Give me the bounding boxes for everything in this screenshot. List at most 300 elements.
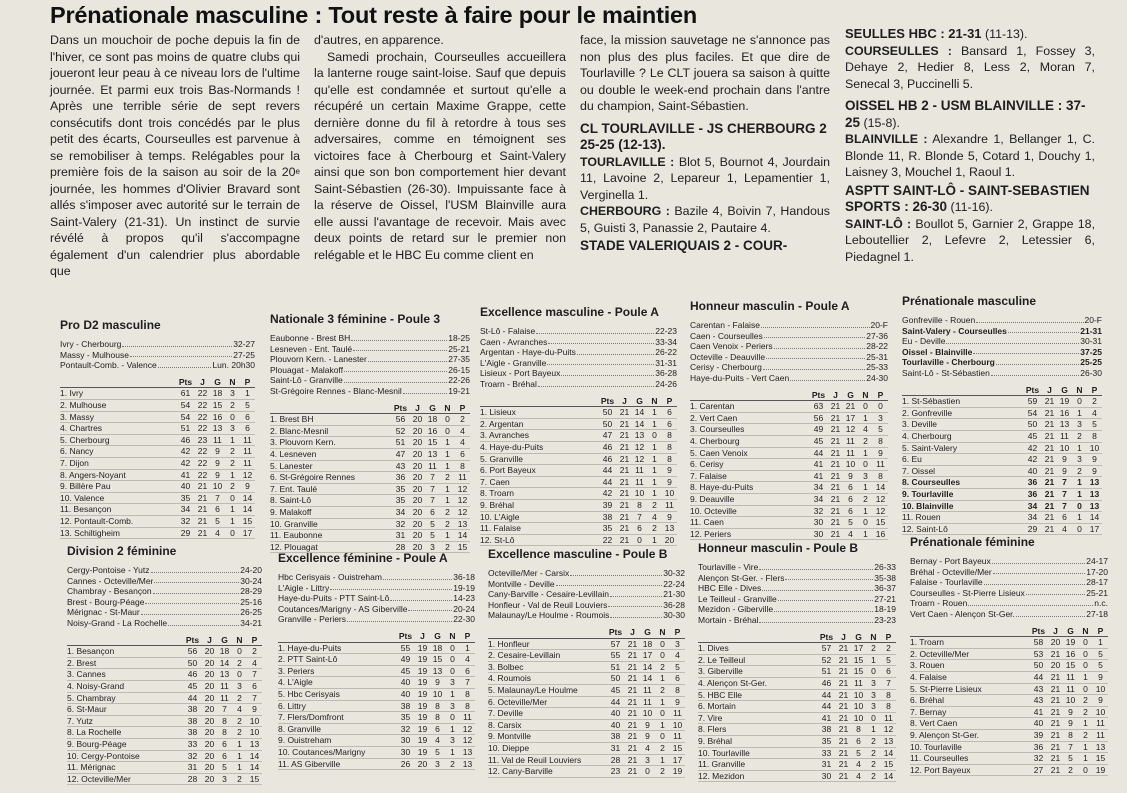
team-name: 6. Mortain	[698, 701, 736, 712]
result-leader	[408, 604, 452, 612]
standings-block	[60, 318, 255, 539]
result-row	[270, 354, 470, 365]
stat-value: 10	[853, 712, 864, 723]
result-score: 36-18	[453, 572, 475, 582]
stat-value: 3	[878, 412, 883, 423]
team-name: 11. Eaubonne	[270, 530, 323, 541]
standings-row	[67, 681, 262, 693]
result-leader	[968, 598, 1093, 606]
stat-value: 20	[204, 669, 215, 680]
team-name: 7. Ent. Taulé	[270, 483, 318, 494]
article-paragraph: face, la mission sauvetage ne s'annonce pas non plus des plus faciles. Et que dire de Tourlaville ? Le CLT jouera sa saison à quitte ou double le week-end prochain dans l'antre du champion, Saint-Sébastien.	[580, 33, 830, 113]
team-name: 7. Deville	[488, 708, 523, 719]
result-score: 30-32	[663, 568, 685, 578]
results-list	[67, 565, 262, 629]
standings-table	[278, 631, 475, 770]
team-name: 9. Bréhal	[698, 735, 733, 746]
stat-value: 2	[445, 518, 450, 529]
result-match: Le Teilleul - Granville	[698, 593, 777, 604]
stat-value: 6	[430, 506, 435, 517]
block-title: Excellence féminine - Poule A	[278, 551, 448, 565]
result-match: HBC Elle - Dives	[698, 583, 762, 594]
team-name: 2. PTT Saint-Lô	[278, 654, 338, 665]
team-name: 11. Granville	[698, 759, 746, 770]
standings-row	[278, 643, 475, 655]
result-match: Granville - Periers	[278, 614, 347, 625]
standings-header-spacer	[60, 377, 176, 388]
standings-header-cell: J	[622, 395, 627, 406]
stat-value: 21	[627, 719, 638, 730]
result-score: 18-25	[448, 333, 470, 343]
result-score: 30-24	[240, 575, 262, 586]
result-score: 22-23	[655, 326, 677, 336]
team-name: 13. Schiltigheim	[60, 527, 121, 538]
standings-row	[60, 388, 255, 400]
result-row	[480, 337, 677, 348]
stat-value: 51	[610, 661, 621, 672]
result-score: 14-23	[453, 593, 475, 604]
stat-value: 6	[460, 448, 465, 459]
stat-value: 36	[395, 472, 406, 483]
team-name: 5. Malaunay/Le Houlme	[488, 684, 578, 695]
result-match: Pontault-Comb. - Valence	[60, 360, 157, 371]
stat-value: 2	[1083, 729, 1088, 740]
stat-value: 11	[1060, 430, 1069, 441]
stat-value: 7	[886, 677, 891, 688]
stat-value: 2	[871, 759, 876, 770]
stat-value: 0	[445, 425, 450, 436]
stat-value: 21	[830, 401, 841, 412]
stat-value: 11	[243, 457, 252, 468]
result-leader	[570, 568, 662, 576]
stat-value: 11	[884, 712, 893, 723]
standings-row	[698, 724, 896, 736]
stat-value: 29	[1027, 523, 1038, 534]
stat-value: 56	[395, 414, 406, 425]
stat-value: 4	[460, 437, 465, 448]
stat-value: 11	[635, 476, 644, 487]
result-score: 30-30	[663, 610, 685, 621]
stat-value: 8	[222, 727, 227, 738]
stat-value: 51	[395, 437, 406, 448]
stat-value: 4	[460, 425, 465, 436]
stat-value: 0	[237, 669, 242, 680]
stat-value: 10	[249, 727, 260, 738]
stat-value: 16	[1065, 648, 1076, 659]
standings-row	[488, 673, 685, 685]
stat-value: 3	[871, 677, 876, 688]
stat-value: 11	[243, 446, 252, 457]
stat-value: 46	[602, 441, 613, 452]
stat-value: 20	[412, 530, 423, 541]
result-leader	[158, 360, 212, 368]
result-leader	[1026, 588, 1085, 596]
stat-value: 9	[1062, 454, 1067, 465]
standings-table	[488, 627, 685, 778]
stat-value: 13	[1059, 419, 1070, 430]
result-match: Brest - Bourg-Péage	[67, 596, 145, 607]
stat-value: 13	[1095, 741, 1106, 752]
stat-value: 0	[230, 527, 235, 538]
result-score: 25-25	[1080, 357, 1102, 368]
team-name: 6. Octeville/Mer	[488, 696, 548, 707]
stat-value: 0	[450, 712, 455, 723]
stat-value: 1	[652, 465, 657, 476]
result-score: 22-30	[453, 614, 475, 625]
team-name: 10. Blainville	[902, 500, 954, 511]
stat-value: 13	[634, 430, 645, 441]
stat-value: 21	[838, 724, 849, 735]
stat-value: 38	[187, 704, 198, 715]
team-name: 6. Bréhal	[910, 695, 945, 706]
standings-row	[698, 748, 896, 760]
result-leader	[344, 375, 447, 383]
stat-value: 21	[1044, 512, 1055, 523]
stat-value: 49	[400, 654, 411, 665]
stat-value: 19	[417, 654, 428, 665]
result-match: Plouagat - Malakoff	[270, 364, 344, 375]
article-column-3	[580, 32, 830, 255]
stat-value: 13	[664, 523, 675, 534]
standings-row	[278, 666, 475, 678]
result-row	[278, 614, 475, 625]
result-score: 25-33	[866, 362, 888, 373]
stat-value: 1	[450, 746, 455, 757]
result-leader	[785, 573, 873, 581]
result-row	[67, 607, 262, 618]
standings-row	[480, 442, 677, 454]
stat-value: 1	[230, 434, 235, 445]
stat-value: 21	[1050, 683, 1061, 694]
stat-value: 13	[219, 669, 230, 680]
standings-row	[270, 437, 470, 449]
team-name: 11. Falaise	[480, 523, 521, 534]
standings-row	[60, 493, 255, 505]
result-match: Argentan - Haye-du-Puits	[480, 347, 576, 358]
stat-value: 17	[845, 412, 856, 423]
stat-value: 4	[215, 527, 220, 538]
result-leader	[153, 586, 240, 594]
standings-row	[270, 495, 470, 507]
stat-value: 5	[1098, 648, 1103, 659]
result-match: Octeville - Deauville	[690, 351, 766, 362]
stat-value: 8	[435, 712, 440, 723]
standings-header-cell: G	[847, 389, 854, 400]
stat-value: 44	[821, 689, 832, 700]
standings-header-cell: P	[464, 630, 471, 641]
standings-header-cell: N	[1076, 384, 1083, 395]
stat-value: 3	[430, 541, 435, 552]
stat-value: 15	[432, 654, 443, 665]
stat-value: 39	[1033, 729, 1044, 740]
stat-value: 40	[400, 688, 411, 699]
standings-block	[690, 299, 888, 540]
stat-value: 21	[1050, 729, 1061, 740]
match-lineup: TOURLAVILLE : Blot 5, Bournot 4, Jourdain 11, Lavoine 2, Lepareur 1, Lepamentier 1, Verginella 1.	[580, 154, 830, 202]
stat-value: 4	[652, 511, 657, 522]
stat-value: 21	[1044, 430, 1055, 441]
standings-row	[910, 637, 1108, 649]
stat-value: 57	[610, 638, 621, 649]
stat-value: 12	[462, 735, 473, 746]
team-name: 7. Yutz	[67, 715, 93, 726]
stat-value: 2	[230, 446, 235, 457]
standings-row	[488, 766, 685, 778]
standings-header-cell: N	[659, 626, 666, 637]
stat-value: 4	[237, 704, 242, 715]
stat-value: 20	[204, 646, 215, 657]
stat-value: 0	[871, 666, 876, 677]
standings-row	[480, 454, 677, 466]
standings-row	[480, 477, 677, 489]
stat-value: 2	[652, 523, 657, 534]
stat-value: 21	[1044, 488, 1055, 499]
standings-row	[488, 697, 685, 709]
standings-row	[902, 512, 1102, 524]
result-leader	[561, 368, 654, 376]
standings-row	[690, 424, 888, 436]
result-leader	[761, 320, 870, 328]
standings-row	[488, 708, 685, 720]
stat-value: 5	[856, 747, 861, 758]
result-match: Noisy-Grand - La Rochelle	[67, 617, 168, 628]
stat-value: 11	[846, 447, 855, 458]
result-match: Saint-Valery - Courseulles	[902, 325, 1007, 336]
result-leader	[766, 352, 865, 360]
result-leader	[778, 594, 874, 602]
stat-value: 44	[813, 447, 824, 458]
stat-value: 12	[462, 723, 473, 734]
standings-header-cell: P	[251, 634, 258, 645]
stat-value: 7	[252, 692, 257, 703]
result-leader	[984, 577, 1086, 585]
stat-value: 21	[830, 459, 841, 470]
stat-value: 21	[830, 435, 841, 446]
stat-value: 8	[886, 689, 891, 700]
block-title: Excellence masculine - Poule B	[488, 547, 668, 561]
stat-value: 55	[400, 642, 411, 653]
stat-value: 0	[863, 517, 868, 528]
stat-value: 0	[237, 646, 242, 657]
stat-value: 57	[821, 643, 832, 654]
team-name: 1. Besançon	[67, 646, 115, 657]
team-name: 12. Octeville/Mer	[67, 773, 131, 784]
standings-row	[278, 654, 475, 666]
stat-value: 0	[1083, 764, 1088, 775]
result-match: Vert Caen - Alençon St-Ger.	[910, 608, 1015, 619]
stat-value: 36	[1027, 477, 1038, 488]
stat-value: 8	[465, 688, 470, 699]
standings-header-cell: G	[221, 634, 228, 645]
stat-value: 7	[465, 677, 470, 688]
result-leader	[759, 615, 873, 623]
team-name: 4. Roumois	[488, 673, 531, 684]
result-leader	[992, 556, 1085, 564]
stat-value: 21	[838, 712, 849, 723]
stat-value: 12	[457, 495, 468, 506]
stat-value: 3	[675, 638, 680, 649]
stat-value: 12	[875, 505, 886, 516]
team-name: 8. Haye-du-Puits	[690, 482, 754, 493]
stat-value: 51	[821, 666, 832, 677]
stat-value: 46	[187, 669, 198, 680]
standings-header-cell: N	[862, 389, 869, 400]
standings-row	[67, 739, 262, 751]
article-paragraph: Dans un mouchoir de poche depuis la fin de l'hiver, ce sont pas moins de quatre clubs qui joueront leur peau à ce niveau lors de l'ultime journée. Et parmi eux trois Bas-Normands ! Après une terrible série de sept revers consécutifs dont trois concédés par le plus petit des écarts, Courseulles est parvenue à se remobiliser à temps. Relégables pour la première fois de la saison au soir de la 20e journée, les hommes d'Olivier Bravard sont allés s'imposer avec autorité sur le terrain de Saint-Valery (21-31). Un instinct de survie révélé à propos qu'il s'accompagne également d'un calendrier plus abordable que	[50, 33, 300, 278]
stat-value: 7	[430, 483, 435, 494]
stat-value: 21	[838, 689, 849, 700]
team-name: 8. La Rochelle	[67, 727, 122, 738]
standings-header-cell: Pts	[393, 402, 408, 413]
stat-value: 11	[665, 499, 674, 510]
result-score: 27-36	[866, 330, 888, 341]
stat-value: 9	[667, 476, 672, 487]
stat-value: 2	[1068, 764, 1073, 775]
stat-value: 10	[1065, 695, 1076, 706]
standings-header-cell: P	[674, 626, 681, 637]
result-leader	[538, 379, 654, 387]
match-title: STADE VALERIQUAIS 2 - COUR-	[580, 238, 788, 253]
team-name: 11. Besançon	[60, 504, 112, 515]
stat-value: 8	[886, 701, 891, 712]
result-match: Lesneven - Ent. Taulé	[270, 343, 353, 354]
result-match: Gonfreville - Rouen	[902, 315, 976, 325]
standings-header	[480, 396, 677, 408]
result-score: 26-22	[655, 347, 677, 358]
match-lineup: BLAINVILLE : Alexandre 1, Bellanger 1, C. Blonde 11, R. Blonde 5, Cotard 1, Douchy 1, Laisney 3, Mouchel 1, Raoul 1.	[845, 132, 1095, 179]
stat-value: 21	[197, 527, 208, 538]
stat-value: 2	[445, 506, 450, 517]
stat-value: 16	[875, 528, 886, 539]
stat-value: 20	[204, 773, 215, 784]
stat-value: 44	[602, 476, 613, 487]
standings-row	[902, 466, 1102, 478]
standings-row	[60, 528, 255, 540]
team-name: 8. Angers-Noyant	[60, 469, 126, 480]
standings-row	[67, 716, 262, 728]
standings-header-cell: J	[415, 402, 420, 413]
stat-value: 1	[1077, 442, 1082, 453]
stat-value: 10	[1059, 442, 1070, 453]
stat-value: 21	[619, 465, 630, 476]
standings-row	[67, 751, 262, 763]
team-name: 1. Honfleur	[488, 638, 530, 649]
stat-value: 50	[602, 418, 613, 429]
team-name: 9. Malakoff	[270, 506, 312, 517]
stat-value: 40	[1027, 465, 1038, 476]
stat-value: 2	[871, 735, 876, 746]
stat-value: 8	[1068, 729, 1073, 740]
result-leader	[759, 562, 873, 570]
stat-value: 21	[627, 650, 638, 661]
standings-header	[690, 390, 888, 402]
stat-value: 5	[215, 515, 220, 526]
stat-value: 20	[204, 680, 215, 691]
stat-value: 7	[222, 704, 227, 715]
standings-header-cell: Pts	[185, 634, 200, 645]
stat-value: 9	[435, 677, 440, 688]
standings-row	[67, 762, 262, 774]
stat-value: 20	[1050, 660, 1061, 671]
standings-header	[698, 632, 896, 644]
team-name: 2. Argentan	[480, 418, 524, 429]
result-row	[60, 339, 255, 350]
stat-value: 11	[673, 708, 682, 719]
standings-row	[690, 506, 888, 518]
stat-value: 9	[252, 704, 257, 715]
stat-value: 21	[1044, 477, 1055, 488]
stat-value: 21	[619, 476, 630, 487]
team-name: 5. HBC Elle	[698, 689, 742, 700]
block-title: Excellence masculine - Poule A	[480, 305, 659, 319]
stat-value: 0	[450, 654, 455, 665]
stat-value: 1	[1077, 488, 1082, 499]
stat-value: 20	[412, 460, 423, 471]
result-leader	[577, 347, 654, 355]
result-match: Mérignac - St-Maur	[67, 607, 140, 618]
team-name: 4. Chartres	[60, 423, 103, 434]
stat-value: 10	[845, 459, 856, 470]
stat-value: 2	[660, 684, 665, 695]
result-leader	[353, 344, 447, 352]
standings-row	[67, 646, 262, 658]
stat-value: 36	[1027, 488, 1038, 499]
standings-table	[270, 403, 470, 554]
result-row	[278, 593, 475, 604]
stat-value: 5	[675, 661, 680, 672]
stat-value: 2	[660, 661, 665, 672]
stat-value: 5	[245, 399, 250, 410]
standings-row	[278, 747, 475, 759]
stat-value: 11	[643, 696, 652, 707]
standings-row	[480, 500, 677, 512]
team-name: 10. Cergy-Pontoise	[67, 750, 140, 761]
result-row	[278, 583, 475, 594]
stat-value: 5	[1068, 753, 1073, 764]
stat-value: 43	[395, 460, 406, 471]
stat-value: 21	[830, 424, 841, 435]
stat-value: 14	[875, 482, 886, 493]
team-name: 6. Nancy	[60, 446, 94, 457]
stat-value: 0	[660, 731, 665, 742]
result-row	[278, 604, 475, 615]
result-match: Cannes - Octeville/Mer	[67, 575, 154, 586]
stat-value: 19	[1059, 396, 1070, 407]
stat-value: 12	[242, 469, 253, 480]
result-match: Hbc Cerisyais - Ouistreham	[278, 572, 382, 582]
standings-row	[488, 720, 685, 732]
standings-row	[690, 529, 888, 541]
stat-value: 1	[445, 448, 450, 459]
stat-value: 31	[395, 530, 406, 541]
result-match: Cergy-Pontoise - Yutz	[67, 565, 150, 575]
stat-value: 1	[450, 723, 455, 734]
result-score: 37-25	[1080, 346, 1102, 357]
standings-header-cell: N	[651, 395, 658, 406]
team-name: 12. Pontault-Comb.	[60, 515, 134, 526]
stat-value: 45	[610, 684, 621, 695]
standings-row	[698, 771, 896, 783]
stat-value: 7	[1068, 741, 1073, 752]
standings-row	[67, 774, 262, 786]
standings-table	[480, 396, 677, 547]
stat-value: 12	[634, 453, 645, 464]
stat-value: 22	[197, 469, 208, 480]
stat-value: 1	[660, 673, 665, 684]
stat-value: 32	[400, 723, 411, 734]
stat-value: 21	[838, 666, 849, 677]
stat-value: 18	[642, 638, 653, 649]
